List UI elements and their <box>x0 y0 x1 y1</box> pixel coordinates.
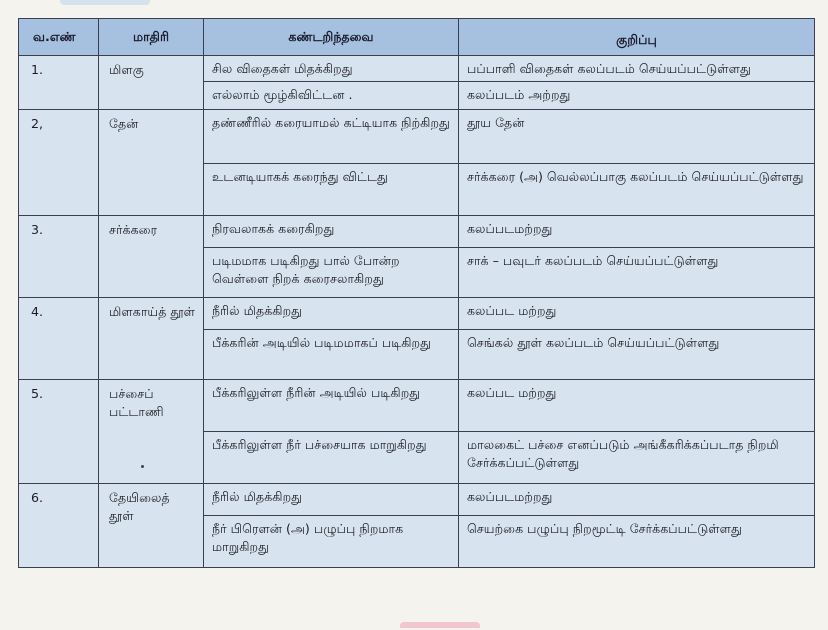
table-row <box>19 56 815 82</box>
sample-cell: மிளகு <box>99 56 204 110</box>
serial-number-cell: 6. <box>19 484 99 568</box>
stray-dot <box>141 465 144 468</box>
observation-cell: உடனடியாகக் கரைந்து விட்டது <box>204 164 459 216</box>
sample-label: பச்சைப் பட்டாணி <box>109 386 164 419</box>
remark-cell: சாக் – பவுடர் கலப்படம் செய்யப்பட்டுள்ளது <box>459 248 815 298</box>
observation-cell: சில விதைகள் மிதக்கிறது <box>204 56 459 82</box>
adulteration-table <box>18 18 815 568</box>
remark-cell: கலப்பட மற்றது <box>459 298 815 330</box>
remark-cell: மாலகைட் பச்சை எனப்படும் அங்கீகரிக்கப்படாத நிறமி சேர்க்கப்பட்டுள்ளது <box>459 432 815 484</box>
header-sample: மாதிரி <box>99 19 204 56</box>
sample-cell: தேயிலைத் தூள் <box>99 484 204 568</box>
remark-cell: செயற்கை பழுப்பு நிறமூட்டி சேர்க்கப்பட்டுள்ளது <box>459 516 815 568</box>
remark-cell: கலப்படமற்றது <box>459 484 815 516</box>
remark-cell: செங்கல் தூள் கலப்படம் செய்யப்பட்டுள்ளது <box>459 330 815 380</box>
observation-cell: நிரவலாகக் கரைகிறது <box>204 216 459 248</box>
observation-cell: எல்லாம் மூழ்கிவிட்டன . <box>204 82 459 110</box>
sample-cell: தேன் <box>99 110 204 216</box>
serial-number-cell: 5. <box>19 380 99 484</box>
remark-cell: சர்க்கரை (அ) வெல்லப்பாகு கலப்படம் செய்யப்பட்டுள்ளது <box>459 164 815 216</box>
remark-cell: தூய தேன் <box>459 110 815 164</box>
observation-cell: நீரில் மிதக்கிறது <box>204 484 459 516</box>
remark-cell: பப்பாளி விதைகள் கலப்படம் செய்யப்பட்டுள்ளது <box>459 56 815 82</box>
header-row <box>19 19 815 56</box>
sample-cell: சர்க்கரை <box>99 216 204 298</box>
header-remark: குறிப்பு <box>459 19 815 56</box>
observation-cell: தண்ணீரில் கரையாமல் கட்டியாக நிற்கிறது <box>204 110 459 164</box>
serial-number-cell: 2, <box>19 110 99 216</box>
serial-number-cell: 3. <box>19 216 99 298</box>
table-row <box>19 298 815 330</box>
observation-cell: நீரில் மிதக்கிறது <box>204 298 459 330</box>
remark-cell: கலப்படமற்றது <box>459 216 815 248</box>
table-row <box>19 110 815 164</box>
observation-cell: பீக்கரிலுள்ள நீர் பச்சையாக மாறுகிறது <box>204 432 459 484</box>
header-observation: கண்டறிந்தவை <box>204 19 459 56</box>
remark-cell: கலப்படம் அற்றது <box>459 82 815 110</box>
table-row <box>19 484 815 516</box>
serial-number-cell: 1. <box>19 56 99 110</box>
print-mark-bottom <box>400 622 480 628</box>
sample-cell <box>99 380 204 484</box>
table-row <box>19 380 815 432</box>
table-row <box>19 216 815 248</box>
observation-cell: பீக்கரிலுள்ள நீரின் அடியில் படிகிறது <box>204 380 459 432</box>
sample-cell: மிளகாய்த் தூள் <box>99 298 204 380</box>
header-serial-number: வ.எண் <box>19 19 99 56</box>
remark-cell: கலப்பட மற்றது <box>459 380 815 432</box>
observation-cell: பீக்கரின் அடியில் படிமமாகப் படிகிறது <box>204 330 459 380</box>
serial-number-cell: 4. <box>19 298 99 380</box>
observation-cell: படிமமாக படிகிறது பால் போன்ற வெள்ளை நிறக் கரைசலாகிறது <box>204 248 459 298</box>
observation-cell: நீர் பிரௌன் (அ) பழுப்பு நிறமாக மாறுகிறது <box>204 516 459 568</box>
print-mark-top <box>60 0 150 5</box>
